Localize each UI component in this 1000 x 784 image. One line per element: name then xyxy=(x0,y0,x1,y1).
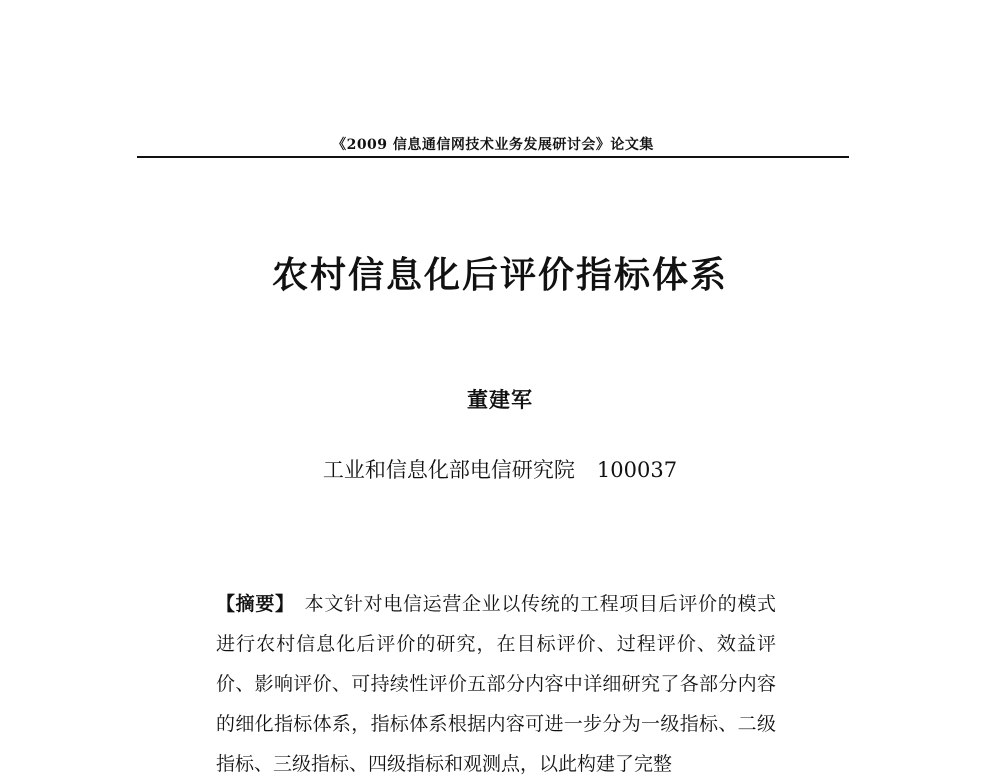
running-header: 《2009 信息通信网技术业务发展研讨会》论文集 xyxy=(332,137,654,153)
abstract-text: 本文针对电信运营企业以传统的工程项目后评价的模式进行农村信息化后评价的研究，在目标评价、过程评价、效益评价、影响评价、可持续性评价五部分内容中详细研究了各部分内容的细化指标体系，指标体系根据内容可进一步分为一级指标、二级指标、三级指标、四级指标和观测点，以此构建了完整 xyxy=(216,593,776,775)
header-rule xyxy=(137,156,849,158)
paper-title: 农村信息化后评价指标体系 xyxy=(271,254,728,296)
affiliation: 工业和信息化部电信研究院 xyxy=(322,458,575,482)
abstract xyxy=(216,584,776,784)
postcode: 100037 xyxy=(596,458,678,482)
affiliation-line xyxy=(0,456,1000,484)
abstract-label: 【摘要】 xyxy=(216,593,295,615)
author-name: 董建军 xyxy=(467,387,533,412)
